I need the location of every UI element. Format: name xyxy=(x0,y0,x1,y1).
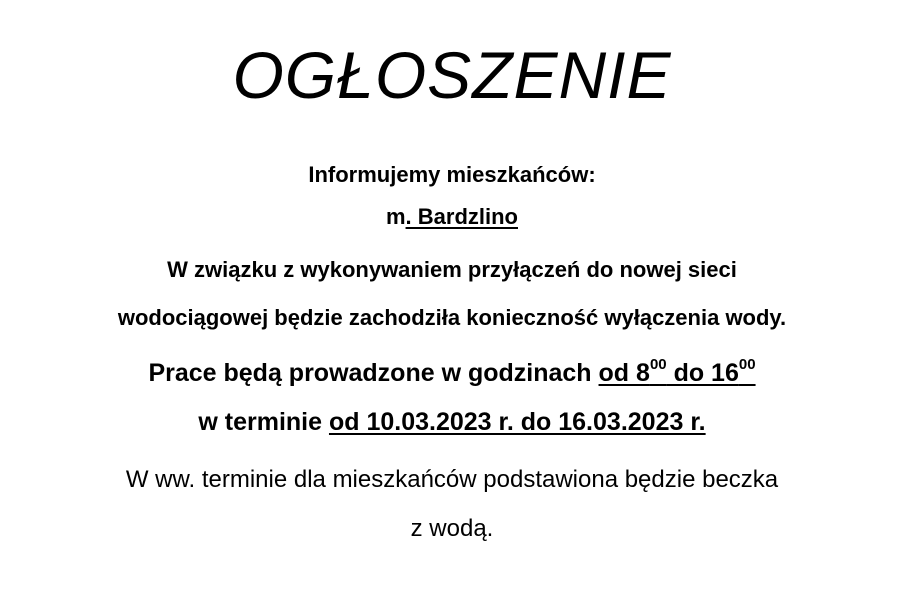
hours-range xyxy=(598,356,756,387)
dates-line xyxy=(0,410,904,435)
location-name: . Bardzlino xyxy=(405,204,518,229)
hours-line xyxy=(0,356,904,387)
intro-line: Informujemy mieszkańców: xyxy=(308,162,596,187)
dates-range: od 10.03.2023 r. do 16.03.2023 r. xyxy=(328,408,706,436)
hours-from-minutes: 00 xyxy=(649,356,667,373)
hours-prefix: Prace będą prowadzone w godzinach xyxy=(148,359,599,387)
info-line-1: W ww. terminie dla mieszkańców podstawiona będzie beczka xyxy=(125,466,779,493)
reason-line-2: wodociągowej będzie zachodziła konieczność wyłączenia wody. xyxy=(117,305,787,330)
notice-title: OGŁOSZENIE xyxy=(232,38,672,112)
hours-to-minutes: 00 xyxy=(738,356,756,373)
dates-prefix: w terminie xyxy=(198,408,329,436)
hours-from: od 8 xyxy=(598,359,650,387)
hours-to: do 16 xyxy=(666,359,739,387)
location-line xyxy=(0,206,904,228)
reason-line-1: W związku z wykonywaniem przyłączeń do nowej sieci xyxy=(167,257,737,282)
location-prefix: m xyxy=(385,204,406,229)
info-line-2: z wodą. xyxy=(410,515,494,542)
